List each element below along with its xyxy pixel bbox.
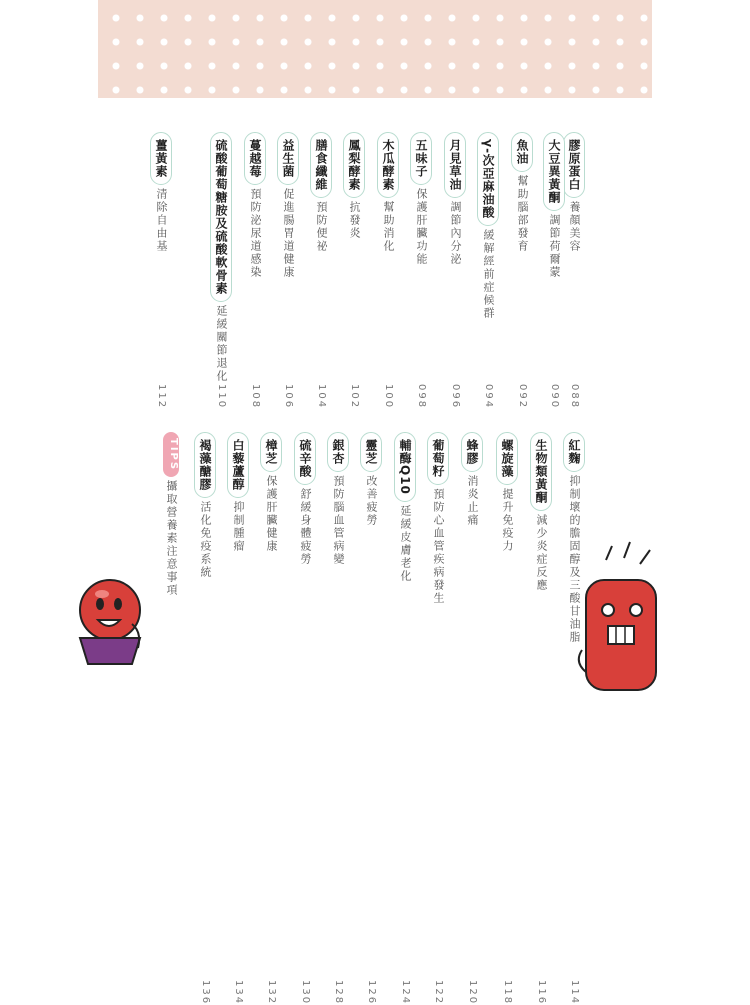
item-description: 抑制壞的膽固醇及三酸甘油脂	[568, 475, 581, 644]
page-number: 136	[200, 980, 211, 1005]
item-description: 清除自由基	[155, 188, 168, 253]
item-description: 預防泌尿道感染	[249, 188, 262, 279]
item-title: 大豆異黃酮	[543, 132, 565, 211]
item-title: 硫酸葡萄糖胺及硫酸軟骨素	[210, 132, 232, 302]
item-description: 改善疲勞	[365, 475, 378, 527]
item-description: 促進腸胃道健康	[282, 188, 295, 279]
page-number: 088	[569, 384, 580, 410]
list-item[interactable]	[394, 432, 416, 1005]
page-number: 118	[502, 980, 513, 1005]
page-number: 098	[416, 384, 427, 410]
page-number: 116	[536, 980, 547, 1005]
item-title: 硫辛酸	[294, 432, 316, 485]
item-title: 白藜蘆醇	[227, 432, 249, 498]
tips-item[interactable]	[160, 432, 182, 597]
list-item[interactable]	[496, 432, 518, 1005]
red-yeast-mascot-illustration	[576, 540, 666, 710]
item-title: 輔酶Q10	[394, 432, 416, 502]
page-number: 120	[467, 980, 478, 1005]
item-description: 抑制腫瘤	[232, 501, 245, 553]
page-number: 102	[349, 384, 360, 410]
page-number: 094	[483, 384, 494, 410]
list-item[interactable]	[343, 132, 365, 410]
item-description: 抗發炎	[348, 201, 361, 240]
item-description: 活化免疫系統	[199, 501, 212, 579]
item-title: 月見草油	[444, 132, 466, 198]
item-title: 蔓越莓	[244, 132, 266, 185]
page-number: 092	[517, 384, 528, 410]
page-number: 110	[216, 384, 227, 410]
list-item[interactable]	[427, 432, 449, 1005]
decorative-polka-dot-header	[98, 0, 652, 98]
list-item[interactable]	[477, 132, 499, 410]
list-item[interactable]	[310, 132, 332, 410]
item-description: 幫助消化	[382, 201, 395, 253]
page-number: 112	[156, 384, 167, 410]
cranberry-mascot-illustration	[70, 560, 142, 670]
item-description: 保護肝臟健康	[265, 475, 278, 553]
item-title: 五味子	[410, 132, 432, 185]
list-item[interactable]	[294, 432, 316, 1005]
page-number: 104	[316, 384, 327, 410]
list-item[interactable]	[410, 132, 432, 410]
list-item[interactable]	[227, 432, 249, 1005]
list-item[interactable]	[444, 132, 466, 410]
item-title: 紅麴	[563, 432, 585, 472]
item-description: 調節內分泌	[449, 201, 462, 266]
list-item[interactable]	[511, 132, 533, 410]
item-description: 舒緩身體疲勞	[299, 488, 312, 566]
item-title: 木瓜酵素	[377, 132, 399, 198]
item-title: 靈芝	[360, 432, 382, 472]
item-title: 益生菌	[277, 132, 299, 185]
item-title: 魚油	[511, 132, 533, 172]
item-description: 養顏美容	[568, 201, 581, 253]
page-number: 100	[383, 384, 394, 410]
item-title: 螺旋藻	[496, 432, 518, 485]
item-description: 消炎止痛	[466, 475, 479, 527]
page-number: 096	[450, 384, 461, 410]
item-description: 預防心血管疾病發生	[432, 488, 445, 605]
list-item[interactable]	[327, 432, 349, 1005]
item-description: 預防腦血管病變	[332, 475, 345, 566]
item-description: 調節荷爾蒙	[548, 214, 561, 279]
list-item[interactable]	[530, 432, 552, 1005]
page-number: 132	[266, 980, 277, 1005]
list-item[interactable]	[194, 432, 216, 1005]
item-title: 銀杏	[327, 432, 349, 472]
page-number: 090	[549, 384, 560, 410]
page-number: 114	[569, 980, 580, 1005]
item-description: 緩解經前症候群	[482, 229, 495, 321]
tips-badge: TIPS	[163, 432, 179, 477]
list-item[interactable]	[244, 132, 266, 410]
item-title: 薑黃素	[150, 132, 172, 185]
item-title: 膠原蛋白	[563, 132, 585, 198]
page-number: 108	[250, 384, 261, 410]
list-item[interactable]	[461, 432, 483, 1005]
table-of-contents	[98, 98, 652, 1005]
list-item[interactable]	[150, 132, 172, 410]
page-number: 122	[433, 980, 444, 1005]
item-title: 葡萄籽	[427, 432, 449, 485]
item-title: 褐藻醣膠	[194, 432, 216, 498]
list-item[interactable]	[563, 132, 585, 410]
list-item[interactable]	[360, 432, 382, 1005]
item-description: 保護肝臟功能	[415, 188, 428, 266]
item-description: 預防便祕	[315, 201, 328, 253]
list-item[interactable]	[543, 132, 565, 410]
item-description: 減少炎症反應	[535, 514, 548, 592]
item-description: 幫助腦部發育	[516, 175, 529, 253]
page-number: 128	[333, 980, 344, 1005]
tips-description: 攝取營養素注意事項	[165, 480, 178, 598]
item-description: 延緩皮膚老化	[399, 504, 412, 583]
item-description: 延緩關節退化	[215, 305, 228, 383]
page-number: 130	[300, 980, 311, 1005]
page-number: 106	[283, 384, 294, 410]
item-title: 樟芝	[260, 432, 282, 472]
list-item[interactable]	[277, 132, 299, 410]
page-number: 124	[400, 980, 411, 1005]
item-description: 提升免疫力	[501, 488, 514, 553]
item-title: 生物類黃酮	[530, 432, 552, 511]
list-item[interactable]	[210, 132, 232, 410]
list-item[interactable]	[377, 132, 399, 410]
list-item[interactable]	[260, 432, 282, 1005]
page-number: 134	[233, 980, 244, 1005]
item-title: 膳食纖維	[310, 132, 332, 198]
item-title: 蜂膠	[461, 432, 483, 472]
item-title: γ-次亞麻油酸	[477, 132, 499, 226]
page-number: 126	[366, 980, 377, 1005]
item-title: 鳳梨酵素	[343, 132, 365, 198]
